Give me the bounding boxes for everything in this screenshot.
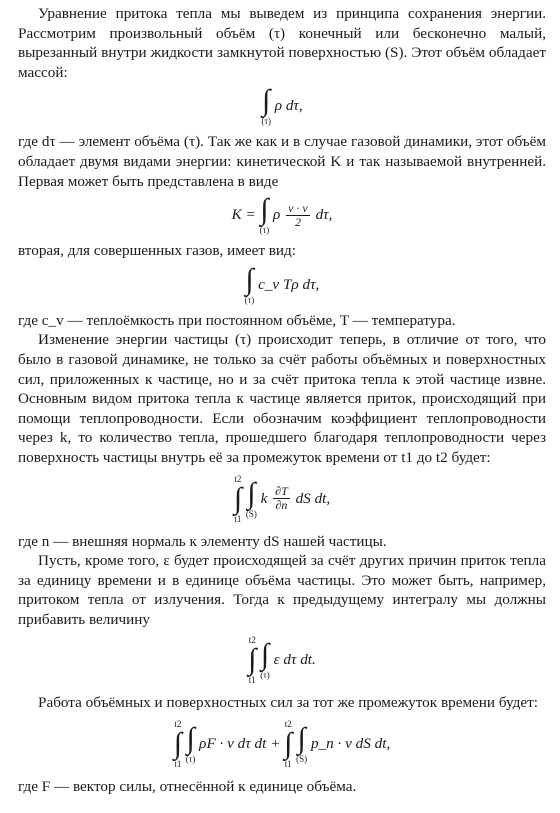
fraction-denominator: 2 [294,214,301,229]
equation-expression: ε dτ dt. [273,651,316,669]
integral-time: t2 ∫ t1 [284,719,293,770]
integral-surface: ∫ (S) [245,476,257,519]
equation-mass [18,86,546,126]
paragraph-normal: где n — внешняя нормаль к элементу dS нашей частицы. [18,532,387,550]
equation-expression: c_v Tρ dτ, [258,275,320,293]
paragraph-force: где F — вектор силы, отнесённой к единице объёма. [18,778,357,796]
paragraph-intro: Уравнение притока тепла мы выведем из принципа сохранения энергии. Рассмотрим произвольный объём (τ) конечный или бесконечно малый, вырезанный внутри жидкости замкнутой поверхностью (S). Этот объём обладает массой: [18,5,546,81]
paragraph-kinetic: где dτ — элемент объёма (τ). Так же как и в случае газовой динамики, этот объём обладает двумя видами энергии: кинетической K и так называемой внутренней. Первая может быть представлена в виде [18,133,546,190]
equation-kinetic-energy [18,195,546,235]
equation-internal-energy [18,262,546,305]
equation-factor: k [260,489,268,507]
integral-upper-limit: t2 [248,635,256,646]
integral-lower-limit: t1 [248,675,256,686]
paragraph-conduction: Изменение энергии частицы (τ) происходит теперь, в отличие от того, что было в газовой динамике, не только за счёт работы объёмных и поверхностных сил, приложенных к частице, но и за счёт притока тепла к этой частице извне. Основным видом притока тепла к частице является приток, происходящий при помощи теплопроводности. Если обозначим коэффициент теплопроводности через k, то количество тепла, прошедшего благодаря теплопроводности через поверхность частицы внутрь её за промежуток времени от t1 до t2 будет: [18,331,546,466]
fraction-denominator: ∂n [275,498,288,512]
equation-lhs: K = [231,206,256,224]
equation-conduction [18,474,546,524]
equation-differential: dτ, [315,206,333,224]
equation-radiation [18,635,546,685]
integral-upper-limit: t2 [284,719,292,730]
fraction [286,202,310,229]
equation-work [18,719,546,769]
equation-differential: dS dt, [295,489,331,507]
equation-expression: ρ dτ, [274,97,303,115]
integral-lower-limit: t1 [234,513,242,524]
equation-expression: p_n · v dS dt, [310,735,391,753]
integral-lower-limit: (S) [296,754,308,765]
integral-surface: ∫ (S) [296,722,308,765]
integral-lower-limit: (τ) [261,116,271,127]
paragraph-radiation: Пусть, кроме того, ε будет происходящей за счёт других причин приток тепла за единицу времени и в единице объёма частицы. Это может быть, например, притоком тепла от излучения. Тогда к предыдущему интегралу мы должны прибавить величину [18,552,546,628]
integral-time: t2 ∫ t1 [248,635,257,686]
integral-lower-limit: (τ) [260,670,270,681]
integral-volume: ∫ (τ) [185,722,196,765]
equation-expression: ρF · v dτ dt + [199,735,281,753]
paragraph-work: Работа объёмных и поверхностных сил за тот же промежуток времени будет: [38,694,538,712]
fraction-numerator: v · v [288,200,308,215]
integral-volume: ∫ (τ) [244,262,255,305]
integral-upper-limit: t2 [174,719,182,730]
equation-factor: ρ [273,206,281,224]
integral-time: t2 ∫ t1 [173,719,182,770]
integral-volume: ∫ (τ) [261,84,271,127]
paragraph-heat-capacity: где c_v — теплоёмкость при постоянном объёме, T — температура. [18,311,456,329]
integral-volume: ∫ (τ) [259,193,270,236]
integral-lower-limit: t1 [284,759,292,770]
integral-lower-limit: (τ) [185,754,196,765]
integral-lower-limit: (S) [245,508,257,519]
integral-volume: ∫ (τ) [260,638,270,681]
integral-lower-limit: (τ) [259,225,270,236]
integral-lower-limit: t1 [174,759,182,770]
integral-lower-limit: (τ) [244,294,255,305]
integral-upper-limit: t2 [234,473,242,484]
integral-time: t2 ∫ t1 [233,473,243,524]
paragraph-internal: вторая, для совершенных газов, имеет вид: [18,242,297,260]
fraction-numerator: ∂T [275,484,288,498]
fraction [273,485,290,512]
